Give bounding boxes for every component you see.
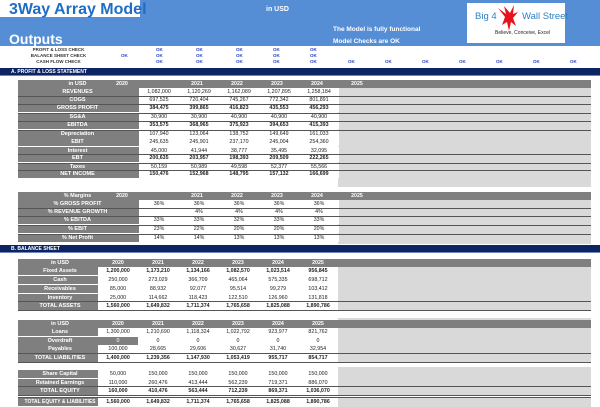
divider: [18, 104, 591, 105]
check-label: BALANCE SHEET CHECK: [30, 53, 87, 58]
table-cell[interactable]: 41,944: [179, 147, 219, 155]
table-cell[interactable]: 36%: [299, 200, 339, 208]
check-status: OK: [310, 53, 317, 58]
row-label: NET INCOME: [18, 170, 137, 178]
check-status: OK: [273, 59, 280, 64]
table-cell[interactable]: 368,965: [179, 121, 219, 129]
outputs-heading: Outputs: [9, 31, 63, 47]
gray-band: [338, 397, 591, 407]
total-cell[interactable]: 1,825,088: [258, 302, 298, 310]
row-label: GROSS PROFIT: [18, 104, 137, 112]
table-cell[interactable]: 50,159: [139, 163, 179, 171]
table-cell[interactable]: 20%: [219, 225, 259, 233]
table-cell[interactable]: 0: [138, 337, 178, 345]
divider: [18, 362, 591, 363]
total-cell[interactable]: 1,239,356: [138, 354, 178, 362]
total-cell[interactable]: 1,890,786: [298, 398, 338, 406]
table-cell[interactable]: 40,900: [299, 113, 339, 121]
table-cell[interactable]: 49,598: [219, 163, 259, 171]
year-header: 2024: [297, 80, 337, 88]
table-cell[interactable]: 4%: [299, 208, 339, 216]
table-cell[interactable]: 36%: [259, 200, 299, 208]
check-status: OK: [121, 53, 128, 58]
logo-text-left: Big 4: [475, 11, 497, 22]
divider: [18, 170, 591, 171]
year-header: 2025: [337, 80, 377, 88]
table-cell[interactable]: 50,000: [98, 370, 138, 378]
check-status: OK: [156, 47, 163, 52]
table-cell[interactable]: 38,777: [219, 147, 259, 155]
table-cell[interactable]: 150,000: [218, 370, 258, 378]
table-cell[interactable]: 40,900: [259, 113, 299, 121]
table-cell[interactable]: 36%: [179, 200, 219, 208]
table-cell[interactable]: 35,495: [259, 147, 299, 155]
table-cell[interactable]: 772,342: [259, 96, 299, 104]
total-cell[interactable]: 1,825,088: [258, 398, 298, 406]
table-cell[interactable]: 245,901: [179, 138, 219, 146]
check-status: OK: [196, 53, 203, 58]
table-header-row: [18, 80, 591, 88]
table-cell[interactable]: 150,476: [139, 170, 179, 178]
check-status: OK: [385, 59, 392, 64]
total-cell[interactable]: 1,711,374: [178, 302, 218, 310]
table-cell[interactable]: 85,000: [98, 285, 138, 293]
table-cell[interactable]: 30,627: [218, 345, 258, 353]
section-profit-loss: A. PROFIT & LOSS STATEMENT: [0, 68, 600, 76]
check-status: OK: [310, 59, 317, 64]
table-cell[interactable]: 697,525: [139, 96, 179, 104]
table-cell[interactable]: 1,118,324: [178, 328, 218, 336]
table-cell[interactable]: 20%: [299, 225, 339, 233]
gray-band: [338, 367, 591, 395]
row-label: EBITDA: [18, 121, 137, 129]
year-header: 2020: [102, 192, 142, 200]
row-label: Taxes: [18, 163, 137, 171]
table-cell[interactable]: 0: [218, 337, 258, 345]
table-cell[interactable]: 157,132: [259, 170, 299, 178]
table-cell[interactable]: 13%: [299, 234, 339, 242]
total-cell[interactable]: 1,036,070: [298, 387, 338, 395]
divider: [18, 154, 591, 155]
total-cell[interactable]: 1,765,658: [218, 398, 258, 406]
table-cell[interactable]: 55,566: [299, 163, 339, 171]
check-status: OK: [273, 47, 280, 52]
row-label: % EBIT: [18, 225, 137, 233]
table-cell[interactable]: 1,210,690: [138, 328, 178, 336]
row-label: Share Capital: [18, 370, 102, 378]
row-label: % GROSS PROFIT: [18, 200, 137, 208]
table-cell[interactable]: 150,000: [298, 370, 338, 378]
table-cell[interactable]: 95,514: [218, 285, 258, 293]
table-cell[interactable]: 801,891: [299, 96, 339, 104]
year-header: 2025: [298, 320, 338, 328]
row-label: EBT: [18, 154, 137, 162]
year-header: 2024: [258, 259, 298, 267]
divider: [18, 234, 591, 235]
table-cell[interactable]: 107,940: [139, 130, 179, 138]
check-status: OK: [236, 53, 243, 58]
check-status: OK: [533, 59, 540, 64]
year-header: 2021: [177, 192, 217, 200]
table-cell[interactable]: 456,293: [299, 104, 339, 112]
table-cell[interactable]: 0: [178, 337, 218, 345]
total-cell[interactable]: 1,649,832: [138, 398, 178, 406]
eagle-icon: [496, 4, 522, 32]
table-cell[interactable]: 1,173,210: [138, 267, 178, 275]
table-cell[interactable]: 149,649: [259, 130, 299, 138]
table-cell[interactable]: 13%: [219, 234, 259, 242]
total-cell[interactable]: 1,890,786: [298, 302, 338, 310]
check-status: OK: [236, 47, 243, 52]
table-cell[interactable]: 92,077: [178, 285, 218, 293]
check-status: OK: [236, 59, 243, 64]
table-cell[interactable]: 114,662: [138, 294, 178, 302]
table-cell[interactable]: 150,000: [138, 370, 178, 378]
table-cell[interactable]: 30,900: [179, 113, 219, 121]
table-cell[interactable]: 52,377: [259, 163, 299, 171]
table-cell[interactable]: 250,000: [98, 276, 138, 284]
table-cell[interactable]: 198,393: [219, 154, 259, 162]
table-cell[interactable]: 222,265: [299, 154, 339, 162]
table-cell[interactable]: 273,029: [138, 276, 178, 284]
table-cell[interactable]: 131,818: [298, 294, 338, 302]
check-status: OK: [570, 59, 577, 64]
total-cell[interactable]: 869,371: [258, 387, 298, 395]
table-cell[interactable]: 575,335: [258, 276, 298, 284]
table-cell[interactable]: 40,900: [219, 113, 259, 121]
table-cell[interactable]: 435,553: [259, 104, 299, 112]
year-header: 2023: [257, 80, 297, 88]
year-header: 2020: [98, 320, 138, 328]
table-cell[interactable]: 465,064: [218, 276, 258, 284]
logo-text-right: Wall Street: [522, 11, 569, 22]
table-cell[interactable]: 36%: [139, 200, 179, 208]
total-label: TOTAL EQUITY & LIABILITIES: [18, 398, 102, 406]
table-cell[interactable]: 1,207,895: [259, 88, 299, 96]
year-header: 2024: [297, 192, 337, 200]
table-cell[interactable]: 237,170: [219, 138, 259, 146]
total-cell[interactable]: 1,711,374: [178, 398, 218, 406]
header-label: % Margins: [18, 192, 137, 200]
table-cell[interactable]: 698,712: [298, 276, 338, 284]
table-cell[interactable]: 719,371: [258, 379, 298, 387]
table-cell[interactable]: 33%: [139, 216, 179, 224]
total-label: TOTAL ASSETS: [18, 302, 102, 310]
table-cell[interactable]: 32,095: [299, 147, 339, 155]
table-cell[interactable]: 31,740: [258, 345, 298, 353]
table-cell[interactable]: 375,923: [219, 121, 259, 129]
table-cell[interactable]: 4%: [179, 208, 219, 216]
table-cell[interactable]: 366,709: [178, 276, 218, 284]
year-header: 2023: [257, 192, 297, 200]
table-cell[interactable]: 30,900: [139, 113, 179, 121]
table-cell[interactable]: 29,606: [178, 345, 218, 353]
divider: [18, 121, 591, 122]
year-header: 2020: [98, 259, 138, 267]
row-label: Interest: [18, 147, 137, 155]
table-cell[interactable]: 123,064: [179, 130, 219, 138]
total-cell[interactable]: 1,765,658: [218, 302, 258, 310]
divider: [18, 163, 591, 164]
table-cell[interactable]: 50,989: [179, 163, 219, 171]
logo-tagline: Believe, Conceive, Excel: [495, 30, 551, 36]
table-cell[interactable]: 148,795: [219, 170, 259, 178]
total-cell[interactable]: 854,717: [298, 354, 338, 362]
table-cell[interactable]: 399,865: [179, 104, 219, 112]
table-cell[interactable]: 254,360: [299, 138, 339, 146]
year-header: 2022: [178, 259, 218, 267]
total-label: TOTAL LIABILITIES: [18, 354, 102, 362]
table-cell[interactable]: 886,070: [298, 379, 338, 387]
table-cell[interactable]: 45,000: [139, 147, 179, 155]
table-cell[interactable]: 13%: [259, 234, 299, 242]
table-cell[interactable]: 745,267: [219, 96, 259, 104]
table-cell[interactable]: 150,000: [258, 370, 298, 378]
table-cell[interactable]: 118,423: [178, 294, 218, 302]
year-header: 2023: [218, 259, 258, 267]
check-status: OK: [273, 53, 280, 58]
row-label: COGS: [18, 96, 137, 104]
year-header: 2022: [217, 80, 257, 88]
total-label: TOTAL EQUITY: [18, 387, 102, 395]
row-label: Inventory: [18, 294, 102, 302]
check-status: OK: [459, 59, 466, 64]
table-cell[interactable]: 1,120,269: [179, 88, 219, 96]
table-cell[interactable]: 161,033: [299, 130, 339, 138]
table-cell[interactable]: 1,300,000: [98, 328, 138, 336]
table-cell[interactable]: 413,444: [178, 379, 218, 387]
total-cell[interactable]: 1,053,419: [218, 354, 258, 362]
table-cell[interactable]: 1,082,000: [139, 88, 179, 96]
year-header: 2021: [138, 320, 178, 328]
row-label: Overdraft: [18, 337, 102, 345]
table-cell[interactable]: 99,279: [258, 285, 298, 293]
table-cell[interactable]: 32,954: [298, 345, 338, 353]
table-cell[interactable]: 1,023,514: [258, 267, 298, 275]
table-cell[interactable]: 415,393: [299, 121, 339, 129]
year-header: 2025: [298, 259, 338, 267]
table-cell[interactable]: 260,476: [138, 379, 178, 387]
row-label: Cash: [18, 276, 102, 284]
row-label: Receivables: [18, 285, 102, 293]
table-cell[interactable]: 22%: [179, 225, 219, 233]
row-label: % EBITDA: [18, 216, 137, 224]
table-cell[interactable]: 1,134,166: [178, 267, 218, 275]
table-cell[interactable]: 209,509: [259, 154, 299, 162]
table-cell[interactable]: 126,960: [258, 294, 298, 302]
divider: [18, 208, 591, 209]
check-label: PROFIT & LOSS CHECK: [32, 47, 85, 52]
table-cell[interactable]: 956,845: [298, 267, 338, 275]
table-cell[interactable]: 4%: [219, 208, 259, 216]
table-cell[interactable]: 1,162,089: [219, 88, 259, 96]
total-cell[interactable]: 712,239: [218, 387, 258, 395]
table-cell[interactable]: 0: [98, 337, 138, 345]
divider: [18, 395, 591, 396]
table-cell[interactable]: 152,968: [179, 170, 219, 178]
status-message-checks: Model Checks are OK: [333, 38, 400, 45]
total-cell[interactable]: 1,560,000: [98, 398, 138, 406]
table-cell[interactable]: 110,000: [98, 379, 138, 387]
year-header: 2025: [337, 192, 377, 200]
check-status: OK: [348, 59, 355, 64]
total-cell[interactable]: 1,147,930: [178, 354, 218, 362]
row-label: Retained Earnings: [18, 379, 102, 387]
table-cell[interactable]: 923,977: [258, 328, 298, 336]
table-cell[interactable]: 1,258,184: [299, 88, 339, 96]
year-header: 2021: [177, 80, 217, 88]
check-status: OK: [196, 59, 203, 64]
table-cell[interactable]: 166,699: [299, 170, 339, 178]
section-balance-sheet: B. BALANCE SHEET: [0, 245, 600, 253]
check-status: OK: [156, 59, 163, 64]
divider: [18, 96, 591, 97]
header-label: in USD: [18, 259, 102, 267]
table-cell[interactable]: 0: [258, 337, 298, 345]
table-cell[interactable]: 103,412: [298, 285, 338, 293]
year-header: 2020: [102, 80, 142, 88]
table-header-row: [18, 192, 591, 200]
check-status: OK: [156, 53, 163, 58]
table-cell[interactable]: 416,823: [219, 104, 259, 112]
year-header: 2021: [138, 259, 178, 267]
row-label: Depreciation: [18, 130, 137, 138]
year-header: 2023: [218, 320, 258, 328]
table-cell[interactable]: 203,957: [179, 154, 219, 162]
table-cell[interactable]: 4%: [259, 208, 299, 216]
row-label: Payables: [18, 345, 102, 353]
total-cell[interactable]: 955,717: [258, 354, 298, 362]
total-cell[interactable]: 1,560,000: [98, 302, 138, 310]
company-logo: [467, 3, 569, 43]
table-cell[interactable]: 25,000: [98, 294, 138, 302]
row-label: % Net Profit: [18, 234, 137, 242]
year-header: 2022: [217, 192, 257, 200]
table-cell[interactable]: 33%: [179, 216, 219, 224]
table-cell[interactable]: 20%: [259, 225, 299, 233]
row-label: REVENUES: [18, 88, 137, 96]
table-cell[interactable]: 720,404: [179, 96, 219, 104]
check-status: OK: [496, 59, 503, 64]
row-label: SG&A: [18, 113, 137, 121]
check-label: CASH FLOW CHECK: [36, 59, 81, 64]
table-cell[interactable]: 36%: [219, 200, 259, 208]
table-cell[interactable]: 353,575: [139, 121, 179, 129]
table-cell[interactable]: 821,762: [298, 328, 338, 336]
row-label: EBIT: [18, 138, 137, 146]
table-cell[interactable]: 245,004: [259, 138, 299, 146]
divider: [18, 310, 591, 311]
table-cell[interactable]: 33%: [259, 216, 299, 224]
table-cell[interactable]: 1,200,000: [98, 267, 138, 275]
table-header-row: [18, 320, 591, 328]
divider: [18, 216, 591, 217]
total-cell[interactable]: 563,444: [178, 387, 218, 395]
table-cell[interactable]: 28,665: [138, 345, 178, 353]
total-cell[interactable]: 410,476: [138, 387, 178, 395]
row-label: Loans: [18, 328, 102, 336]
table-cell[interactable]: 14%: [179, 234, 219, 242]
header-label: in USD: [18, 320, 102, 328]
total-cell[interactable]: 1,649,832: [138, 302, 178, 310]
table-cell[interactable]: 150,000: [178, 370, 218, 378]
table-header-row: [18, 259, 591, 267]
status-message-functional: The Model is fully functional: [333, 26, 421, 33]
table-cell[interactable]: 0: [298, 337, 338, 345]
table-cell[interactable]: 88,932: [138, 285, 178, 293]
divider: [18, 130, 591, 131]
row-label: % REVENUE GROWTH: [18, 208, 137, 216]
table-cell[interactable]: 245,635: [139, 138, 179, 146]
table-cell[interactable]: 394,653: [259, 121, 299, 129]
table-cell[interactable]: 138,752: [219, 130, 259, 138]
currency-label: in USD: [266, 6, 289, 13]
table-cell[interactable]: 384,475: [139, 104, 179, 112]
total-cell[interactable]: 1,400,000: [98, 354, 138, 362]
year-header: 2022: [178, 320, 218, 328]
table-cell[interactable]: 562,239: [218, 379, 258, 387]
total-cell[interactable]: 160,000: [98, 387, 138, 395]
table-cell[interactable]: 100,000: [98, 345, 138, 353]
table-cell[interactable]: 23%: [139, 225, 179, 233]
table-cell[interactable]: 122,510: [218, 294, 258, 302]
check-status: OK: [196, 47, 203, 52]
check-status: OK: [310, 47, 317, 52]
divider: [18, 225, 591, 226]
table-cell[interactable]: 32%: [219, 216, 259, 224]
year-header: 2024: [258, 320, 298, 328]
page-title: 3Way Array Model: [9, 1, 147, 18]
table-cell[interactable]: 14%: [139, 234, 179, 242]
divider: [18, 113, 591, 114]
check-status: OK: [422, 59, 429, 64]
table-cell[interactable]: 1,022,792: [218, 328, 258, 336]
row-label: Fixed Assets: [18, 267, 102, 275]
table-cell[interactable]: 1,082,570: [218, 267, 258, 275]
table-cell[interactable]: 200,635: [139, 154, 179, 162]
header-label: in USD: [18, 80, 137, 88]
table-cell[interactable]: 33%: [299, 216, 339, 224]
